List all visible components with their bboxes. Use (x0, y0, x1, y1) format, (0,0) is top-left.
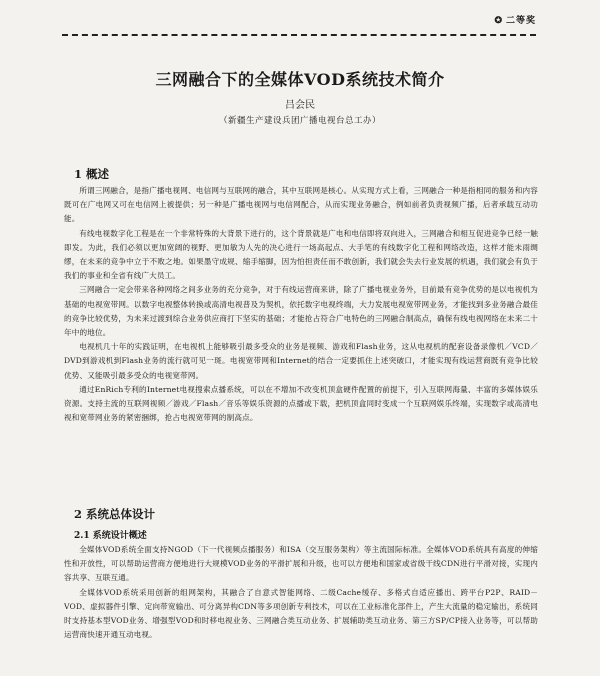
award-badge (494, 13, 536, 26)
section-heading-system-design: 2 系统总体设计 (74, 507, 156, 521)
paper-title: 三网融合下的全媒体VOD系统技术简介 (155, 70, 445, 89)
award-mark-icon: ✪ (494, 16, 503, 26)
header-divider (62, 34, 536, 36)
section-design-body (64, 543, 538, 642)
paragraph: 电视机几十年的实践证明，在电视机上能够吸引最多受众的业务是视频、游戏和Flash业务，这从电视机的配套设备录像机／VCD／DVD到游戏机到Flash业务的流行就可见一斑。电视宽带网和Internet的结合一定要抓住上述突破口，才能实现有线运营商既有竞争比较优势、又能吸引最多受众的电视宽带网。 (64, 342, 538, 380)
award-label: 二等奖 (505, 16, 536, 26)
paragraph: 全媒体VOD系统采用创新的组网架构，其融合了自意式智能网络、二级Cache缓存、多格式自适应播出、跨平台P2P、RAID－VOD、虚拟器件引擎、定向带宽输出、可分离异构CDN等多项创新专利技术，可以在工业标准化部件上，产生大流量的稳定输出，系统同时支持基本型VOD业务、增强型VOD和时移电视业务、三网融合类互动业务、扩展辅助类互动业务、第三方SP/CP接入业务等，可以帮助运营商快速开通互动电视。 (64, 587, 538, 640)
paragraph: 全媒体VOD系统全面支持NGOD（下一代视频点播服务）和ISA（交互服务架构）等主流国际标准。全媒体VOD系统具有高度的伸缩性和开放性，可以帮助运营商方便地进行大规模VOD业务的平滑扩展和升级，也可以方便地和国家或省级干线CDN进行平滑对接，实现内容共享、互联互通。 (64, 545, 538, 583)
author-name: 吕会民 (285, 100, 315, 111)
paragraph: 有线电视数字化工程是在一个非常特殊的大背景下进行的，这个背景就是广电和电信即将双向进入，三网融合和相互促进竞争已经一触即发。为此，我们必须以更加宽阔的视野、更加敏为人先的决心进行一场高起点、大手笔的有线数字化工程和网络改造，这样才能未雨绸缪，在未来的竞争中立于不败之地。如果墨守成规、缩手缩脚，因为怕担责任而不敢创新，我们就会失去行业发展的机遇，我们就会有负于我们的事业和全省有线广大员工。 (64, 228, 538, 281)
subsection-heading-design-overview: 2.1 系统设计概述 (74, 531, 147, 541)
section-heading-overview: 1 概述 (74, 167, 110, 181)
paragraph: 所谓三网融合，是指广播电视网、电信网与互联网的融合，其中互联网是核心。从实现方式上看，三网融合一种是指相同的服务和内容既可在广电网又可在电信网上被提供；另一种是广播电视网与电信网配合，从而实现业务融合，例如前者负责视频广播，后者承载互动功能。 (64, 186, 538, 224)
paragraph: 通过EnRich专利的Internet电视搜索点播系统，可以在不增加不改变机顶盒硬件配置的前提下，引入互联网海量、丰富的多媒体娱乐资源。支持主流的互联网视频／游戏／Flash／音乐等娱乐资源的点播或下载，把机顶盒同时变成一个互联网娱乐终端，实现数字或高清电视和宽带网业务的紧密捆绑，抢占电视宽带网的制高点。 (64, 384, 538, 423)
author-affiliation: （新疆生产建设兵团广播电视台总工办） (218, 116, 381, 126)
section-overview-body (64, 184, 538, 425)
paragraph: 三网融合一定会带来各种网络之间多业务的充分竞争，对于有线运营商来讲，除了广播电视业务外，目前最有竞争优势的是以电视机为基础的电视宽带网。以数字电视整体转换或高清电视普及为契机，依托数字电视终端，大力发展电视宽带网业务，才能找到多业务融合最佳的竞争比较优势，为未来过渡到综合业务供应商打下坚实的基础；才能抢占符合广电特色的三网融合制高点，确保有线电视网络在未来二十年中的地位。 (64, 285, 538, 338)
